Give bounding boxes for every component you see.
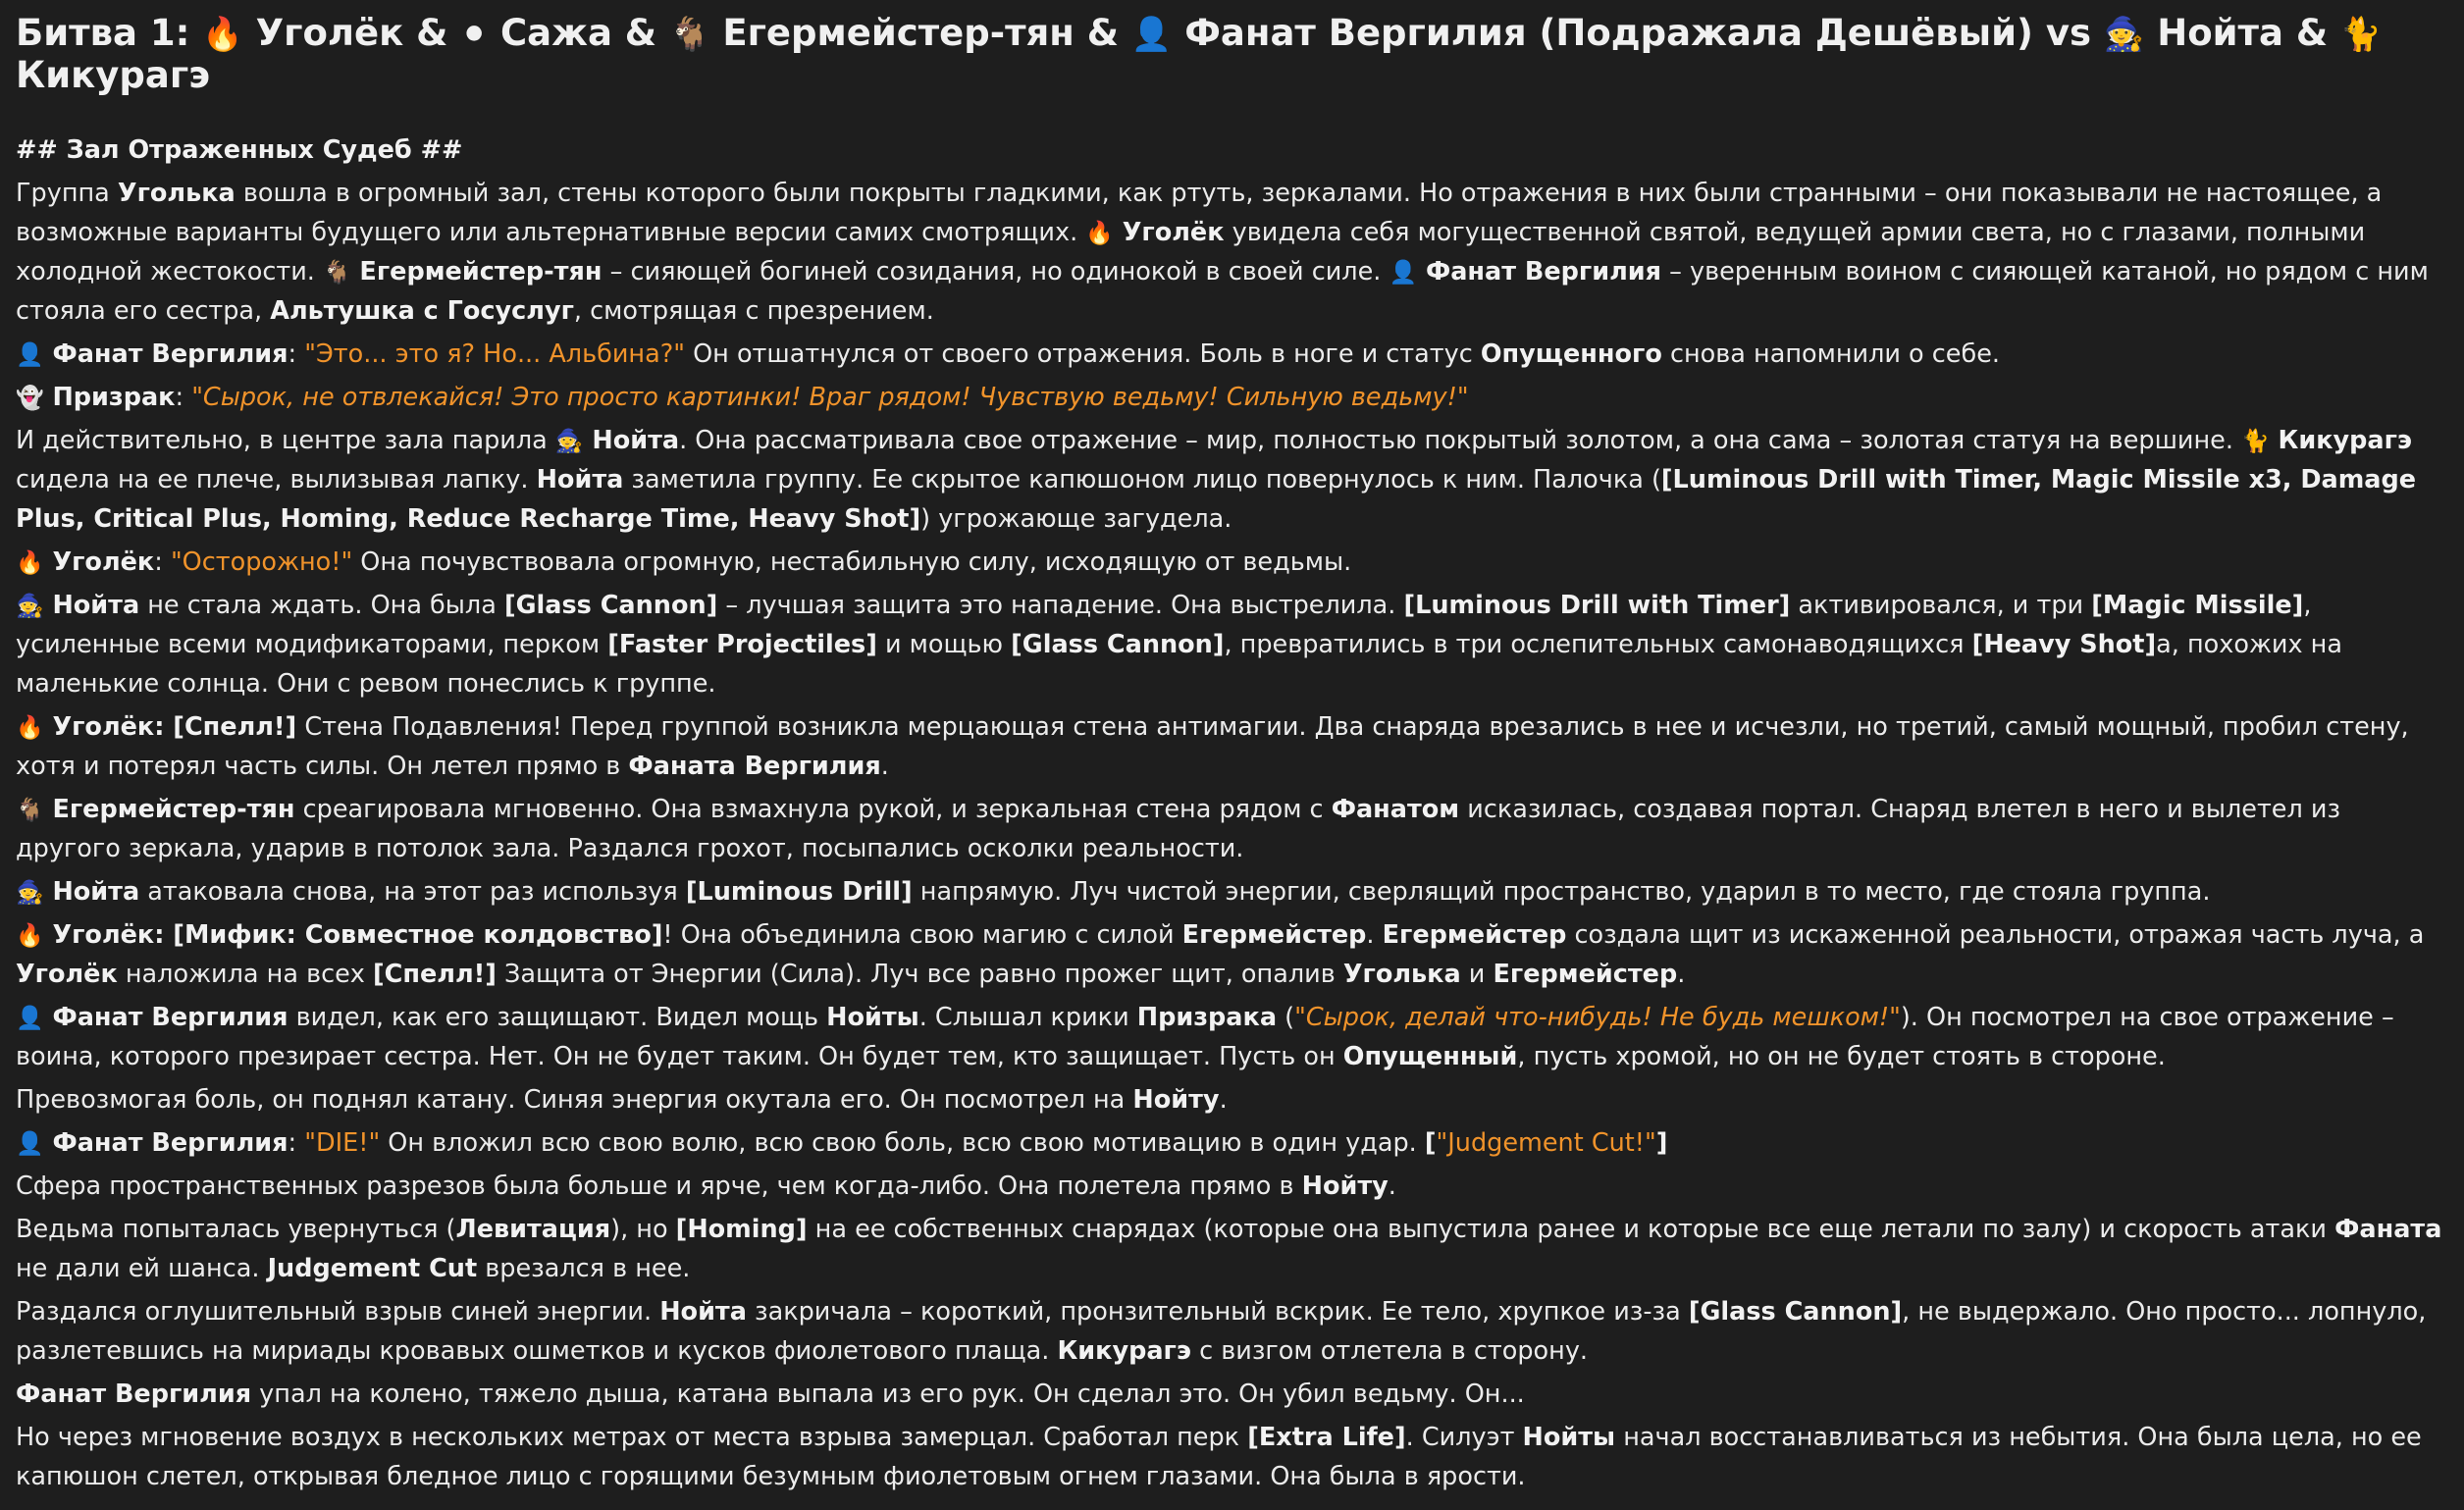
- bold-text: Альтушка с Госуслуг: [270, 296, 574, 326]
- text-run: Группа: [16, 179, 118, 208]
- text-run: Раздался оглушительный взрыв синей энергии.: [16, 1297, 660, 1327]
- bold-text: Егермейстер: [1181, 920, 1367, 950]
- text-run: . Силуэт: [1405, 1423, 1523, 1452]
- paragraph-jager-portal: [16, 790, 2448, 868]
- bold-text: Кикурагэ: [1057, 1336, 1191, 1366]
- text-run: И действительно, в центре зала парила: [16, 426, 555, 455]
- text-run: среагировала мгновенно. Она взмахнула рукой, и зеркальная стена рядом с: [294, 795, 1332, 824]
- goat-icon: 🐐: [16, 798, 44, 823]
- cat-icon: 🐈: [2340, 15, 2382, 53]
- text-run: создала щит из искаженной реальности, отражая часть луча, а: [1566, 920, 2425, 950]
- paragraph-witch-appears: [16, 421, 2448, 539]
- text-run: .: [1388, 1172, 1396, 1201]
- text-run: :: [288, 1128, 305, 1158]
- bold-text: Фанат Вергилия: [1417, 257, 1662, 286]
- text-run: закричала – короткий, пронзительный вскрик. Ее тело, хрупкое из-за: [746, 1297, 1689, 1327]
- bold-text: Егермейстер-тян: [43, 795, 295, 824]
- hooded-figure-icon: 👤: [16, 342, 44, 368]
- bold-text: Фаната Вергилия: [628, 752, 881, 781]
- quote-text: "Осторожно!": [170, 547, 353, 577]
- text-run: :: [154, 547, 171, 577]
- bold-text: Уголёк: [Спелл!]: [43, 712, 297, 742]
- text-run: :: [288, 339, 305, 369]
- quote-text: "DIE!": [304, 1128, 381, 1158]
- bold-text: [Glass Cannon]: [1688, 1297, 1903, 1327]
- bold-text: Judgement Cut: [267, 1254, 478, 1283]
- paragraph-intro: [16, 174, 2448, 331]
- text-run: Кикурагэ: [16, 54, 211, 96]
- text-run: – лучшая защита это нападение. Она выстрелила.: [717, 591, 1404, 620]
- text-run: исказилась, создавая портал. Снаряд влетел в него и вылетел из другого зеркала, ударив в потолок зала. Раздался грохот, посыпались осколки реальности.: [16, 795, 2341, 863]
- fire-icon: 🔥: [16, 715, 44, 741]
- bold-text: [Glass Cannon]: [1011, 630, 1225, 659]
- text-run: Он вложил всю свою волю, всю свою боль, всю свою мотивацию в один удар.: [380, 1128, 1425, 1158]
- fire-icon: 🔥: [16, 923, 44, 949]
- text-run: Нойта &: [2144, 12, 2340, 54]
- bold-text: [Luminous Drill with Timer, Magic Missile x3, Damage Plus, Critical Plus, Homing, Reduce Recharge Time, Heavy Shot]: [16, 465, 2417, 534]
- text-run: Фанат Вергилия (Подражала Дешёвый) vs: [1172, 12, 2104, 54]
- text-run: ). Он посмотрел на свое отражение – воина, которого презирает сестра. Нет. Он не будет таким. Он будет тем, кто защищает. Пусть он: [16, 1003, 2394, 1071]
- text-run: .: [1219, 1085, 1228, 1115]
- text-run: ) угрожающе загудела.: [920, 504, 1232, 534]
- text-run: и: [1460, 960, 1494, 989]
- text-run: – сияющей богиней созидания, но одинокой в своей силе.: [602, 257, 1389, 286]
- bold-text: Уголька: [1342, 960, 1461, 989]
- bold-text: Фанат Вергилия: [16, 1380, 252, 1409]
- witch-icon: 🧙: [16, 880, 44, 906]
- text-run: . Слышал крики: [918, 1003, 1137, 1032]
- bold-text: Уголёк: [Мифик: Совместное колдовство]: [43, 920, 663, 950]
- story-content: [16, 130, 2448, 1496]
- fire-icon: 🔥: [202, 15, 243, 53]
- bold-text: Егермейстер-тян: [350, 257, 603, 286]
- text-run: начал восстанавливаться из небытия. Она была цела, но ее капюшон слетел, открывая бледное лицо с горящими безумным фиолетовым огнем глазами. Она была в ярости.: [16, 1423, 2422, 1491]
- bold-text: Нойту: [1301, 1172, 1389, 1201]
- paragraph-witch-drill: [16, 872, 2448, 911]
- bold-text: [Heavy Shot]: [1971, 630, 2157, 659]
- text-run: Егермейстер-тян &: [709, 12, 1131, 54]
- bold-text: [Magic Missile]: [2091, 591, 2304, 620]
- paragraph-fan-resolve: [16, 998, 2448, 1076]
- bold-text: [Faster Projectiles]: [607, 630, 877, 659]
- quote-italic-text: "Сырок, делай что-нибудь! Не будь мешком!": [1294, 1003, 1901, 1032]
- text-run: Превозмогая боль, он поднял катану. Синяя энергия окутала его. Он посмотрел на: [16, 1085, 1133, 1115]
- bold-text: Левитация: [455, 1215, 611, 1244]
- paragraph-ember-spell: [16, 707, 2448, 786]
- bold-text: Нойта: [43, 877, 140, 907]
- quote-text: "Judgement Cut!": [1436, 1128, 1656, 1158]
- text-run: не стала ждать. Она была: [139, 591, 504, 620]
- text-run: Он отшатнулся от своего отражения. Боль в ноге и статус: [685, 339, 1481, 369]
- ghost-icon: 👻: [16, 386, 44, 411]
- witch-icon: 🧙: [16, 594, 44, 619]
- text-run: видел, как его защищают. Видел мощь: [288, 1003, 827, 1032]
- text-run: вошла в огромный зал, стены которого были покрыты гладкими, как ртуть, зеркалами. Но отражения в них были странными – они показывали не настоящее, а возможные варианты будущего или альтернативные версии самих смотрящих.: [16, 179, 2383, 247]
- text-run: а, похожих на маленькие солнца. Они с ревом понеслись к группе.: [16, 630, 2342, 699]
- text-run: Уголёк &: [242, 12, 461, 54]
- bold-text: Нойта: [583, 426, 680, 455]
- text-run: ! Она объединила свою магию с силой: [662, 920, 1182, 950]
- bold-text: Уголёк: [16, 960, 118, 989]
- bold-text: Уголька: [117, 179, 236, 208]
- bold-text: ]: [1655, 1128, 1668, 1158]
- text-run: с визгом отлетела в сторону.: [1191, 1336, 1589, 1366]
- bold-text: Уголёк: [43, 547, 155, 577]
- bold-text: Нойты: [826, 1003, 919, 1032]
- bold-text: Кикурагэ: [2269, 426, 2413, 455]
- text-run: и мощью: [876, 630, 1012, 659]
- paragraph-mythic-cast: [16, 915, 2448, 994]
- bold-text: Фаната: [2334, 1215, 2442, 1244]
- text-run: снова напомнили о себе.: [1661, 339, 2000, 369]
- bold-text: ## Зал Отраженных Судеб ##: [16, 135, 463, 165]
- text-run: упал на колено, тяжело дыша, катана выпала из его рук. Он сделал это. Он убил ведьму. Он...: [251, 1380, 1525, 1409]
- bold-text: Фанат Вергилия: [43, 339, 288, 369]
- goat-icon: 🐐: [322, 260, 351, 286]
- text-run: врезался в нее.: [477, 1254, 691, 1283]
- text-run: активировался, и три: [1790, 591, 2092, 620]
- paragraph-dodge: [16, 1210, 2448, 1288]
- bold-text: [Luminous Drill with Timer]: [1403, 591, 1791, 620]
- text-run: , не выдержало. Оно просто... лопнуло, разлетевшись на мириады кровавых ошметков и кусков фиолетового плаща.: [16, 1297, 2427, 1366]
- text-run: (: [1277, 1003, 1295, 1032]
- bold-text: Нойты: [1522, 1423, 1616, 1452]
- text-run: , усиленные всеми модификаторами, перком: [16, 591, 2312, 659]
- bold-text: [Luminous Drill]: [685, 877, 913, 907]
- hooded-figure-icon: 👤: [1389, 260, 1418, 286]
- text-run: заметила группу. Ее скрытое капюшоном лицо повернулось к ним. Палочка (: [623, 465, 1661, 495]
- fire-icon: 🔥: [16, 550, 44, 576]
- paragraph-katana: [16, 1080, 2448, 1119]
- text-run: .: [1366, 920, 1383, 950]
- text-run: .: [880, 752, 889, 781]
- bold-text: Егермейстер: [1493, 960, 1678, 989]
- paragraph-judgement-cut: [16, 1123, 2448, 1163]
- bold-text: [Спелл!]: [373, 960, 497, 989]
- bold-text: [Extra Life]: [1247, 1423, 1406, 1452]
- bold-text: Фанатом: [1331, 795, 1460, 824]
- bold-text: [Homing]: [675, 1215, 808, 1244]
- bold-text: Фанат Вергилия: [43, 1003, 288, 1032]
- quote-italic-text: "Сырок, не отвлекайся! Это просто картинки! Враг рядом! Чувствую ведьму! Сильную ведьму!": [191, 383, 1469, 412]
- text-run: , смотрящая с презрением.: [573, 296, 934, 326]
- text-run: наложила на всех: [117, 960, 373, 989]
- cat-icon: 🐈: [2241, 429, 2270, 454]
- text-run: , превратились в три ослепительных самонаводящихся: [1224, 630, 1972, 659]
- hooded-figure-icon: 👤: [16, 1131, 44, 1157]
- paragraph-sphere: [16, 1167, 2448, 1206]
- paragraph-extra-life: [16, 1418, 2448, 1496]
- text-run: , пусть хромой, но он не будет стоять в стороне.: [1517, 1042, 2166, 1071]
- hooded-figure-icon: 👤: [1130, 15, 1173, 53]
- bold-text: Опущенного: [1480, 339, 1662, 369]
- text-run: увидела себя могущественной святой, ведущей армии света, но с глазами, полными холодной жестокости.: [16, 218, 2366, 286]
- paragraph-fan-reaction: [16, 335, 2448, 374]
- bold-text: Егермейстер: [1382, 920, 1567, 950]
- text-run: Сфера пространственных разрезов была больше и ярче, чем когда-либо. Она полетела прямо в: [16, 1172, 1302, 1201]
- fire-icon: 🔥: [1085, 221, 1114, 246]
- bold-text: Фанат Вергилия: [43, 1128, 288, 1158]
- hooded-figure-icon: 👤: [16, 1006, 44, 1031]
- text-run: Стена Подавления! Перед группой возникла мерцающая стена антимагии. Два снаряда врезались в нее и исчезли, но третий, самый мощный, пробил стену, хотя и потерял часть силы. Он летел прямо в: [16, 712, 2409, 781]
- bold-text: Нойту: [1132, 1085, 1220, 1115]
- text-run: . Она рассматривала свое отражение – мир, полностью покрытый золотом, а она сама – золотая статуя на вершине.: [679, 426, 2242, 455]
- paragraph-ghost-warning: [16, 378, 2448, 417]
- paragraph-witch-attack: [16, 586, 2448, 703]
- text-run: атаковала снова, на этот раз используя: [139, 877, 686, 907]
- text-run: ), но: [610, 1215, 676, 1244]
- bold-text: Призрака: [1136, 1003, 1278, 1032]
- text-run: – уверенным воином с сияющей катаной, но рядом с ним стояла его сестра,: [16, 257, 2429, 326]
- bold-text: Нойта: [43, 591, 140, 620]
- paragraph-ember-caution: [16, 543, 2448, 582]
- text-run: Ведьма попыталась увернуться (: [16, 1215, 456, 1244]
- section-heading: [16, 130, 2448, 170]
- text-run: не дали ей шанса.: [16, 1254, 268, 1283]
- witch-icon: 🧙: [554, 429, 584, 454]
- bold-text: [Glass Cannon]: [503, 591, 718, 620]
- text-run: Сажа &: [488, 12, 669, 54]
- black-circle-icon: ⚫: [460, 15, 489, 53]
- bold-text: Нойта: [536, 465, 624, 495]
- bold-text: Опущенный: [1342, 1042, 1518, 1071]
- goat-icon: 🐐: [668, 15, 710, 53]
- witch-icon: 🧙: [2103, 15, 2145, 53]
- text-run: Защита от Энергии (Сила). Луч все равно прожег щит, опалив: [496, 960, 1343, 989]
- text-run: Битва 1:: [16, 12, 203, 54]
- text-run: сидела на ее плече, вылизывая лапку.: [16, 465, 537, 495]
- paragraph-knee: [16, 1375, 2448, 1414]
- battle-title: [16, 12, 2448, 96]
- quote-text: "Это... это я? Но... Альбина?": [304, 339, 685, 369]
- bold-text: Призрак: [43, 383, 176, 412]
- bold-text: [: [1424, 1128, 1437, 1158]
- text-run: .: [1677, 960, 1686, 989]
- text-run: :: [175, 383, 192, 412]
- bold-text: Уголёк: [1113, 218, 1225, 247]
- text-run: Но через мгновение воздух в нескольких метрах от места взрыва замерцал. Сработал перк: [16, 1423, 1248, 1452]
- bold-text: Нойта: [659, 1297, 747, 1327]
- text-run: напрямую. Луч чистой энергии, сверлящий пространство, ударил в то место, где стояла группа.: [912, 877, 2211, 907]
- paragraph-explosion: [16, 1292, 2448, 1371]
- text-run: на ее собственных снарядах (которые она выпустила ранее и которые все еще летали по залу) и скорость атаки: [807, 1215, 2335, 1244]
- text-run: Она почувствовала огромную, нестабильную силу, исходящую от ведьмы.: [352, 547, 1352, 577]
